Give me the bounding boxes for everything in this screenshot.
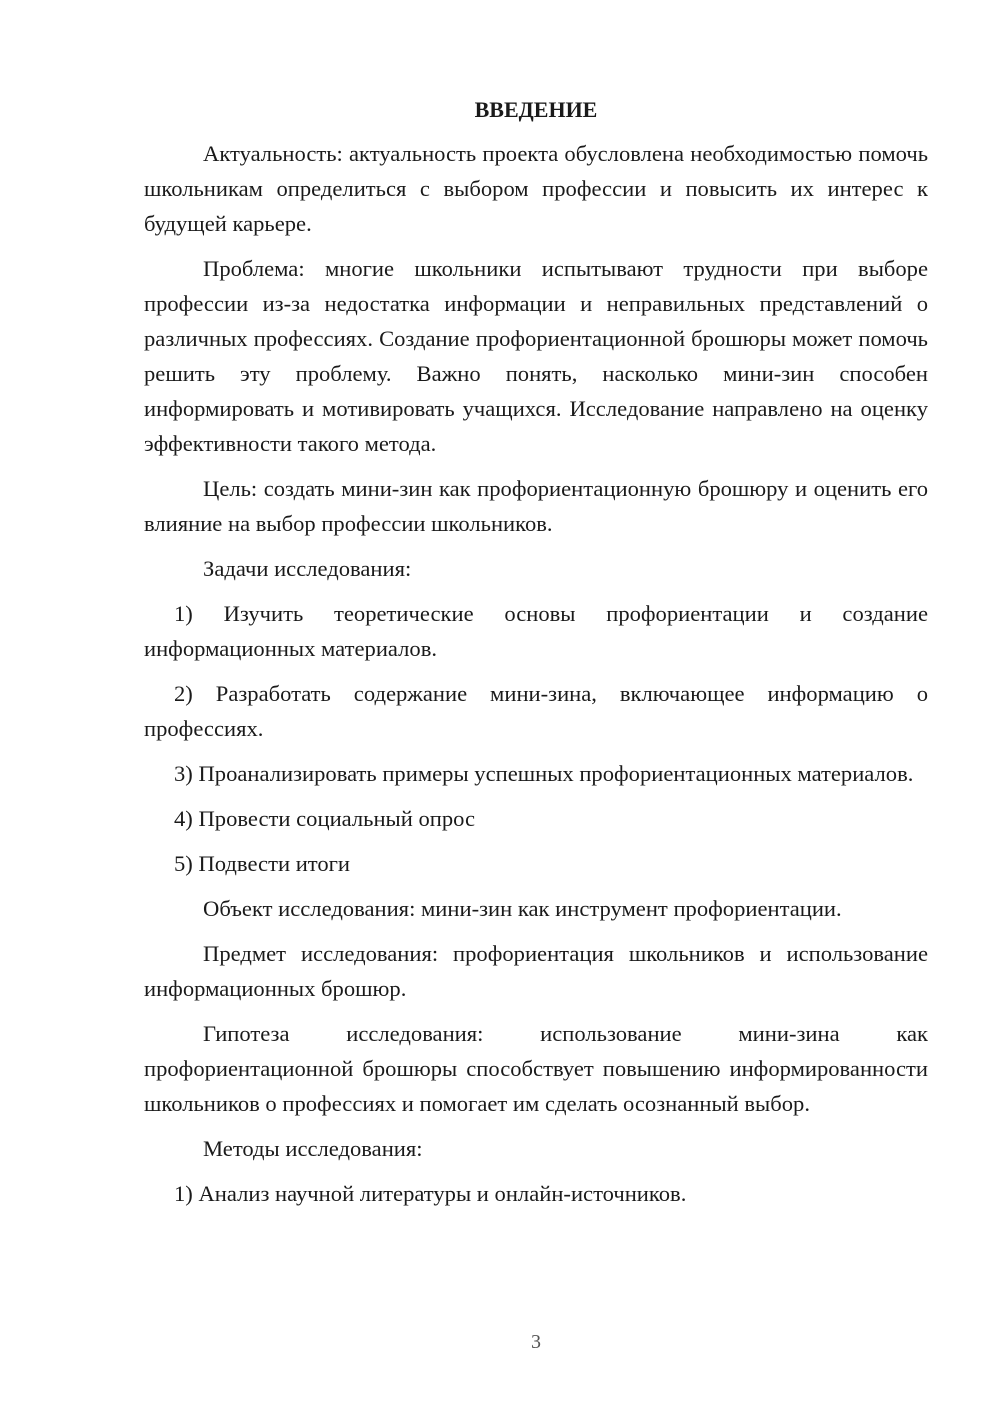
page-number: 3 — [531, 1331, 541, 1353]
object-paragraph: Объект исследования: мини-зин как инструмент профориентации. — [203, 896, 842, 921]
task-item: 5) Подвести итоги — [174, 851, 351, 876]
relevance-paragraph: Актуальность: актуальность проекта обусловлена необходимостью помочь школьникам определиться с выбором профессии и повысить их интерес к будущей карьере. — [144, 141, 928, 236]
section-title: ВВЕДЕНИЕ — [474, 97, 598, 122]
subject-paragraph: Предмет исследования: профориентация школьников и использование информационных брошюр. — [144, 941, 928, 1001]
hypothesis-paragraph: Гипотеза исследования: использование мини-зина как профориентационной брошюры способствует повышению информированности школьников о профессиях и помогает им сделать осознанный выбор. — [144, 1021, 928, 1116]
methods-heading: Методы исследования: — [203, 1136, 423, 1161]
method-item: 1) Анализ научной литературы и онлайн-источников. — [174, 1181, 687, 1206]
task-item: 1) Изучить теоретические основы профориентации и создание информационных материалов. — [144, 601, 928, 661]
task-item: 3) Проанализировать примеры успешных профориентационных материалов. — [174, 761, 914, 786]
tasks-heading: Задачи исследования: — [203, 556, 412, 581]
task-item: 4) Провести социальный опрос — [174, 806, 476, 831]
goal-paragraph: Цель: создать мини-зин как профориентационную брошюру и оценить его влияние на выбор профессии школьников. — [144, 476, 928, 536]
problem-paragraph: Проблема: многие школьники испытывают трудности при выборе профессии из-за недостатка информации и неправильных представлений о различных профессиях. Создание профориентационной брошюры может помочь решить эту проблему. Важно понять, насколько мини-зин способен информировать и мотивировать учащихся. Исследование направлено на оценку эффективности такого метода. — [144, 256, 928, 456]
document-body — [144, 94, 928, 1221]
task-item: 2) Разработать содержание мини-зина, включающее информацию о профессиях. — [144, 681, 928, 741]
